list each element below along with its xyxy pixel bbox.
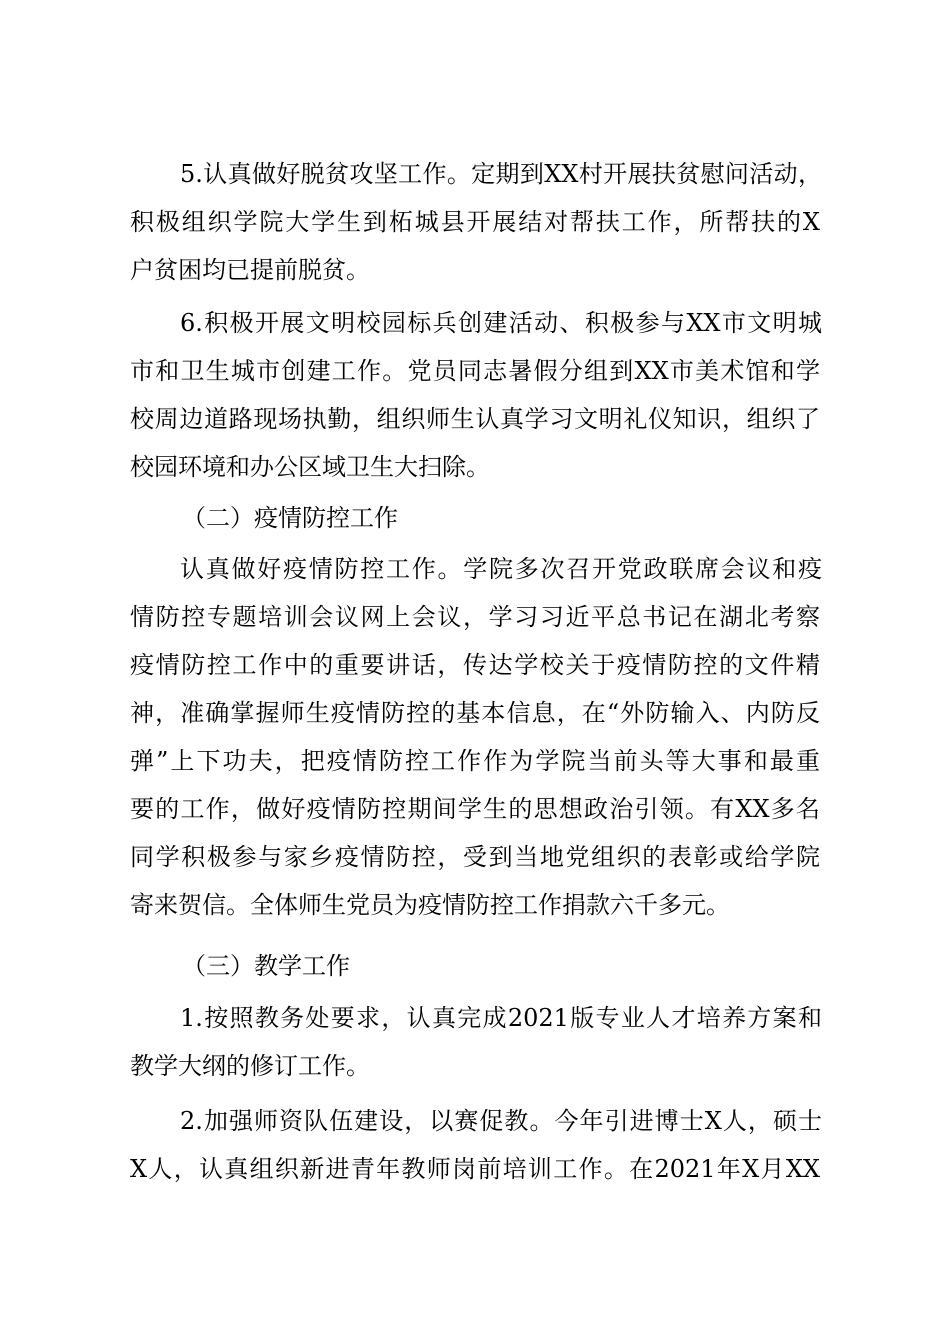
epidemic-paragraph-line-8: 寄来贺信。全体师生党员为疫情防控工作捐款六千多元。 xyxy=(130,891,730,919)
paragraph-6-line-3: 校周边道路现场执勤，组织师生认真学习文明礼仪知识，组织了 xyxy=(130,405,820,433)
teaching-item-1-line-2: 教学大纲的修订工作。 xyxy=(130,1052,370,1080)
epidemic-paragraph-line-7: 同学积极参与家乡疫情防控，受到当地党组织的表彰或给学院 xyxy=(130,843,820,871)
paragraph-6-line-4: 校园环境和办公区域卫生大扫除。 xyxy=(130,453,490,481)
paragraph-6-line-2: 市和卫生城市创建工作。党员同志暑假分组到XX市美术馆和学 xyxy=(130,357,820,385)
teaching-item-2-line-1: 2.加强师资队伍建设，以赛促教。今年引进博士X人，硕士 xyxy=(180,1107,822,1135)
paragraph-5-line-3: 户贫困均已提前脱贫。 xyxy=(130,256,370,284)
section-heading-epidemic: （二）疫情防控工作 xyxy=(182,504,398,532)
section-heading-teaching: （三）教学工作 xyxy=(182,952,350,980)
epidemic-paragraph-line-2: 情防控专题培训会议网上会议，学习习近平总书记在湖北考察 xyxy=(130,603,820,631)
epidemic-paragraph-line-1: 认真做好疫情防控工作。学院多次召开党政联席会议和疫 xyxy=(180,555,822,583)
teaching-item-2-line-2: X人，认真组织新进青年教师岗前培训工作。在2021年X月XX xyxy=(130,1155,820,1183)
paragraph-5-line-1: 5.认真做好脱贫攻坚工作。定期到XX村开展扶贫慰问活动， xyxy=(180,160,822,188)
epidemic-paragraph-line-6: 要的工作，做好疫情防控期间学生的思想政治引领。有XX多名 xyxy=(130,795,820,823)
epidemic-paragraph-line-4: 神，准确掌握师生疫情防控的基本信息，在“外防输入、内防反 xyxy=(130,699,820,727)
teaching-item-1-line-1: 1.按照教务处要求，认真完成2021版专业人才培养方案和 xyxy=(180,1004,822,1032)
paragraph-6-line-1: 6.积极开展文明校园标兵创建活动、积极参与XX市文明城 xyxy=(180,309,822,337)
epidemic-paragraph-line-5: 弹”上下功夫，把疫情防控工作作为学院当前头等大事和最重 xyxy=(130,747,820,775)
epidemic-paragraph-line-3: 疫情防控工作中的重要讲话，传达学校关于疫情防控的文件精 xyxy=(130,651,820,679)
paragraph-5-line-2: 积极组织学院大学生到柘城县开展结对帮扶工作，所帮扶的X xyxy=(130,208,820,236)
